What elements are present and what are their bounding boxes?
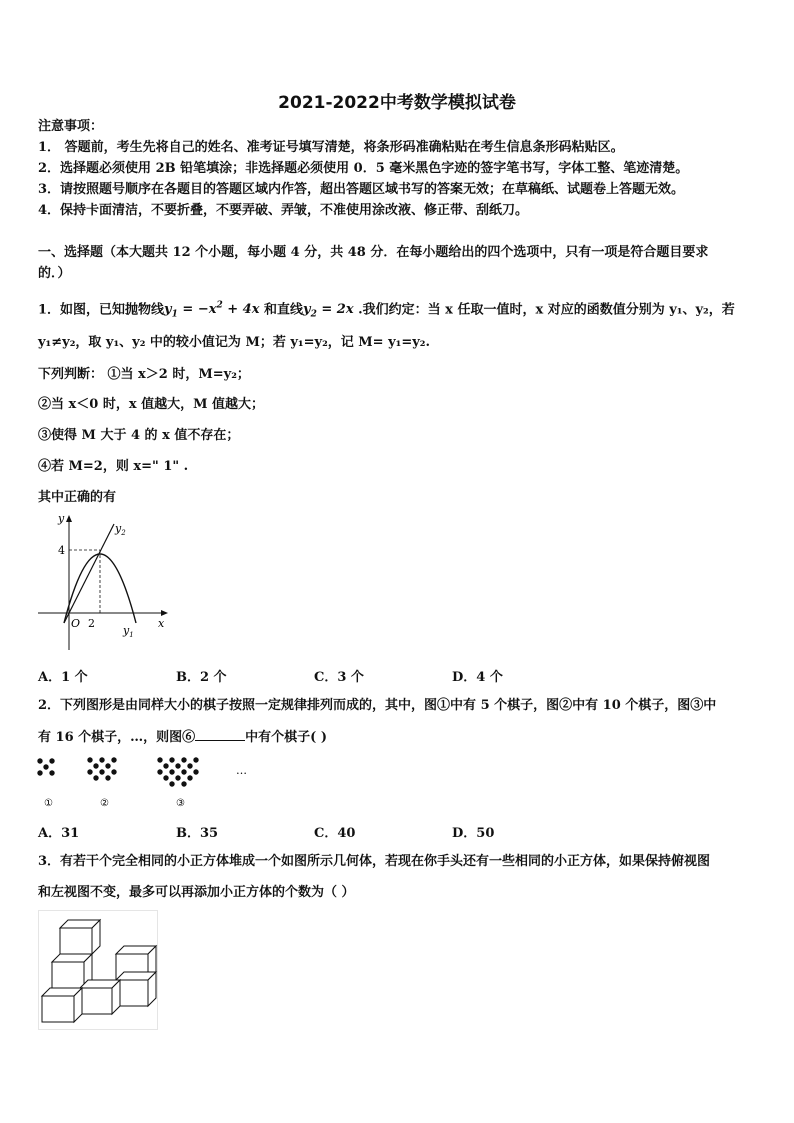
q2-option-d[interactable]: D．50	[452, 826, 495, 841]
q2-stem-line2: 有 16 个棋子，…，则图⑥ 中有个棋子( )	[38, 730, 327, 745]
y-axis-arrow	[66, 515, 72, 522]
q2-option-b[interactable]: B．35	[176, 826, 219, 841]
cube-bottom-middle	[80, 980, 120, 1014]
q1-option-b[interactable]: B．2 个	[176, 670, 227, 685]
pattern-figure-1	[37, 758, 54, 775]
q1-question: 其中正确的有	[38, 490, 117, 505]
y-axis-label: y	[58, 512, 65, 525]
q3-cube-stack-figure	[38, 910, 158, 1030]
q2-stem-line1: 2．下列图形是由同样大小的棋子按照一定规律排列而成的，其中，图①中有 5 个棋子，图②中有 10 个棋子，图③中	[38, 698, 717, 713]
straight-line	[64, 524, 114, 623]
notice-item-4: 4．保持卡面清洁，不要折叠，不要弄破、弄皱，不准使用涂改液、修正带、刮纸刀。	[38, 203, 529, 218]
notice-item-1: 1． 答题前，考生先将自己的姓名、准考证号填写清楚，将条形码准确粘贴在考生信息条形码粘贴区。	[38, 140, 624, 155]
pattern-label-2: ②	[100, 798, 109, 809]
q1-option-c[interactable]: C．3 个	[314, 670, 364, 685]
pattern-label-3: ③	[176, 798, 185, 809]
cube-right-lower	[116, 972, 156, 1006]
cube-top-left	[60, 920, 100, 954]
notice-item-3: 3．请按照题号顺序在各题目的答题区域内作答，超出答题区域书写的答案无效；在草稿纸、试题卷上答题无效。	[38, 182, 685, 197]
section-heading-line2: 的．）	[38, 266, 71, 281]
q1-judge-4: ④若 M=2，则 x=" 1" .	[38, 459, 189, 474]
section-heading-line1: 一、选择题（本大题共 12 个小题，每小题 4 分，共 48 分．在每小题给出的四个选项中，只有一项是符合题目要求	[38, 245, 709, 260]
q1-judge-1: 下列判断： ①当 x＞2 时，M=y₂；	[38, 367, 250, 382]
q1-option-a[interactable]: A．1 个	[38, 670, 88, 685]
pattern-figure-2	[87, 757, 116, 780]
q2-option-a[interactable]: A．31	[38, 826, 80, 841]
page-title: 2021-2022中考数学模拟试卷	[278, 93, 516, 113]
curve-y2-label: $y_2$	[115, 522, 126, 537]
q2-pattern-figures	[30, 752, 270, 814]
curve-y1-label: $y_1$	[123, 624, 134, 639]
notice-item-2: 2．选择题必须使用 2B 铅笔填涂；非选择题必须使用 0．5 毫米黑色字迹的签字笔书写，字体工整、笔迹清楚。	[38, 161, 689, 176]
q1-stem-line1: 1．如图，已知抛物线$y_1 = -x^2 + 4x$ 和直线$y_2 = 2x$ .我们约定：当 x 任取一值时，x 对应的函数值分别为 y₁、y₂，若	[38, 301, 735, 320]
q1-line-formula: $y_2 = 2x$	[303, 302, 354, 320]
q1-stem-line2: y₁≠y₂，取 y₁、y₂ 中的较小值记为 M；若 y₁=y₂，记 M= y₁=y₂.	[38, 335, 431, 350]
x-axis-arrow	[161, 610, 168, 616]
tick-y-label: 4	[58, 544, 65, 557]
tick-x-label: 2	[88, 617, 95, 630]
pattern-label-1: ①	[44, 798, 53, 809]
origin-label: O	[71, 617, 81, 630]
pattern-ellipsis: …	[236, 764, 247, 777]
x-axis-label: x	[158, 617, 165, 630]
q2-option-c[interactable]: C．40	[314, 826, 356, 841]
q1-parabola-formula: $y_1 = -x^2 + 4x$	[164, 301, 260, 320]
q1-option-d[interactable]: D．4 个	[452, 670, 503, 685]
cube-bottom-left	[42, 988, 82, 1022]
q1-function-graph	[30, 510, 180, 660]
q3-stem-line1: 3．有若干个完全相同的小正方体堆成一个如图所示几何体，若现在你手头还有一些相同的小正方体，如果保持俯视图	[38, 854, 711, 869]
notice-heading: 注意事项：	[38, 119, 104, 134]
q3-stem-line2: 和左视图不变，最多可以再添加小正方体的个数为（ ）	[38, 885, 355, 900]
q2-answer-blank[interactable]	[195, 728, 245, 741]
q1-judge-3: ③使得 M 大于 4 的 x 值不存在；	[38, 428, 240, 443]
q1-judge-2: ②当 x＜0 时，x 值越大，M 值越大；	[38, 397, 265, 412]
pattern-figure-3	[157, 757, 198, 786]
